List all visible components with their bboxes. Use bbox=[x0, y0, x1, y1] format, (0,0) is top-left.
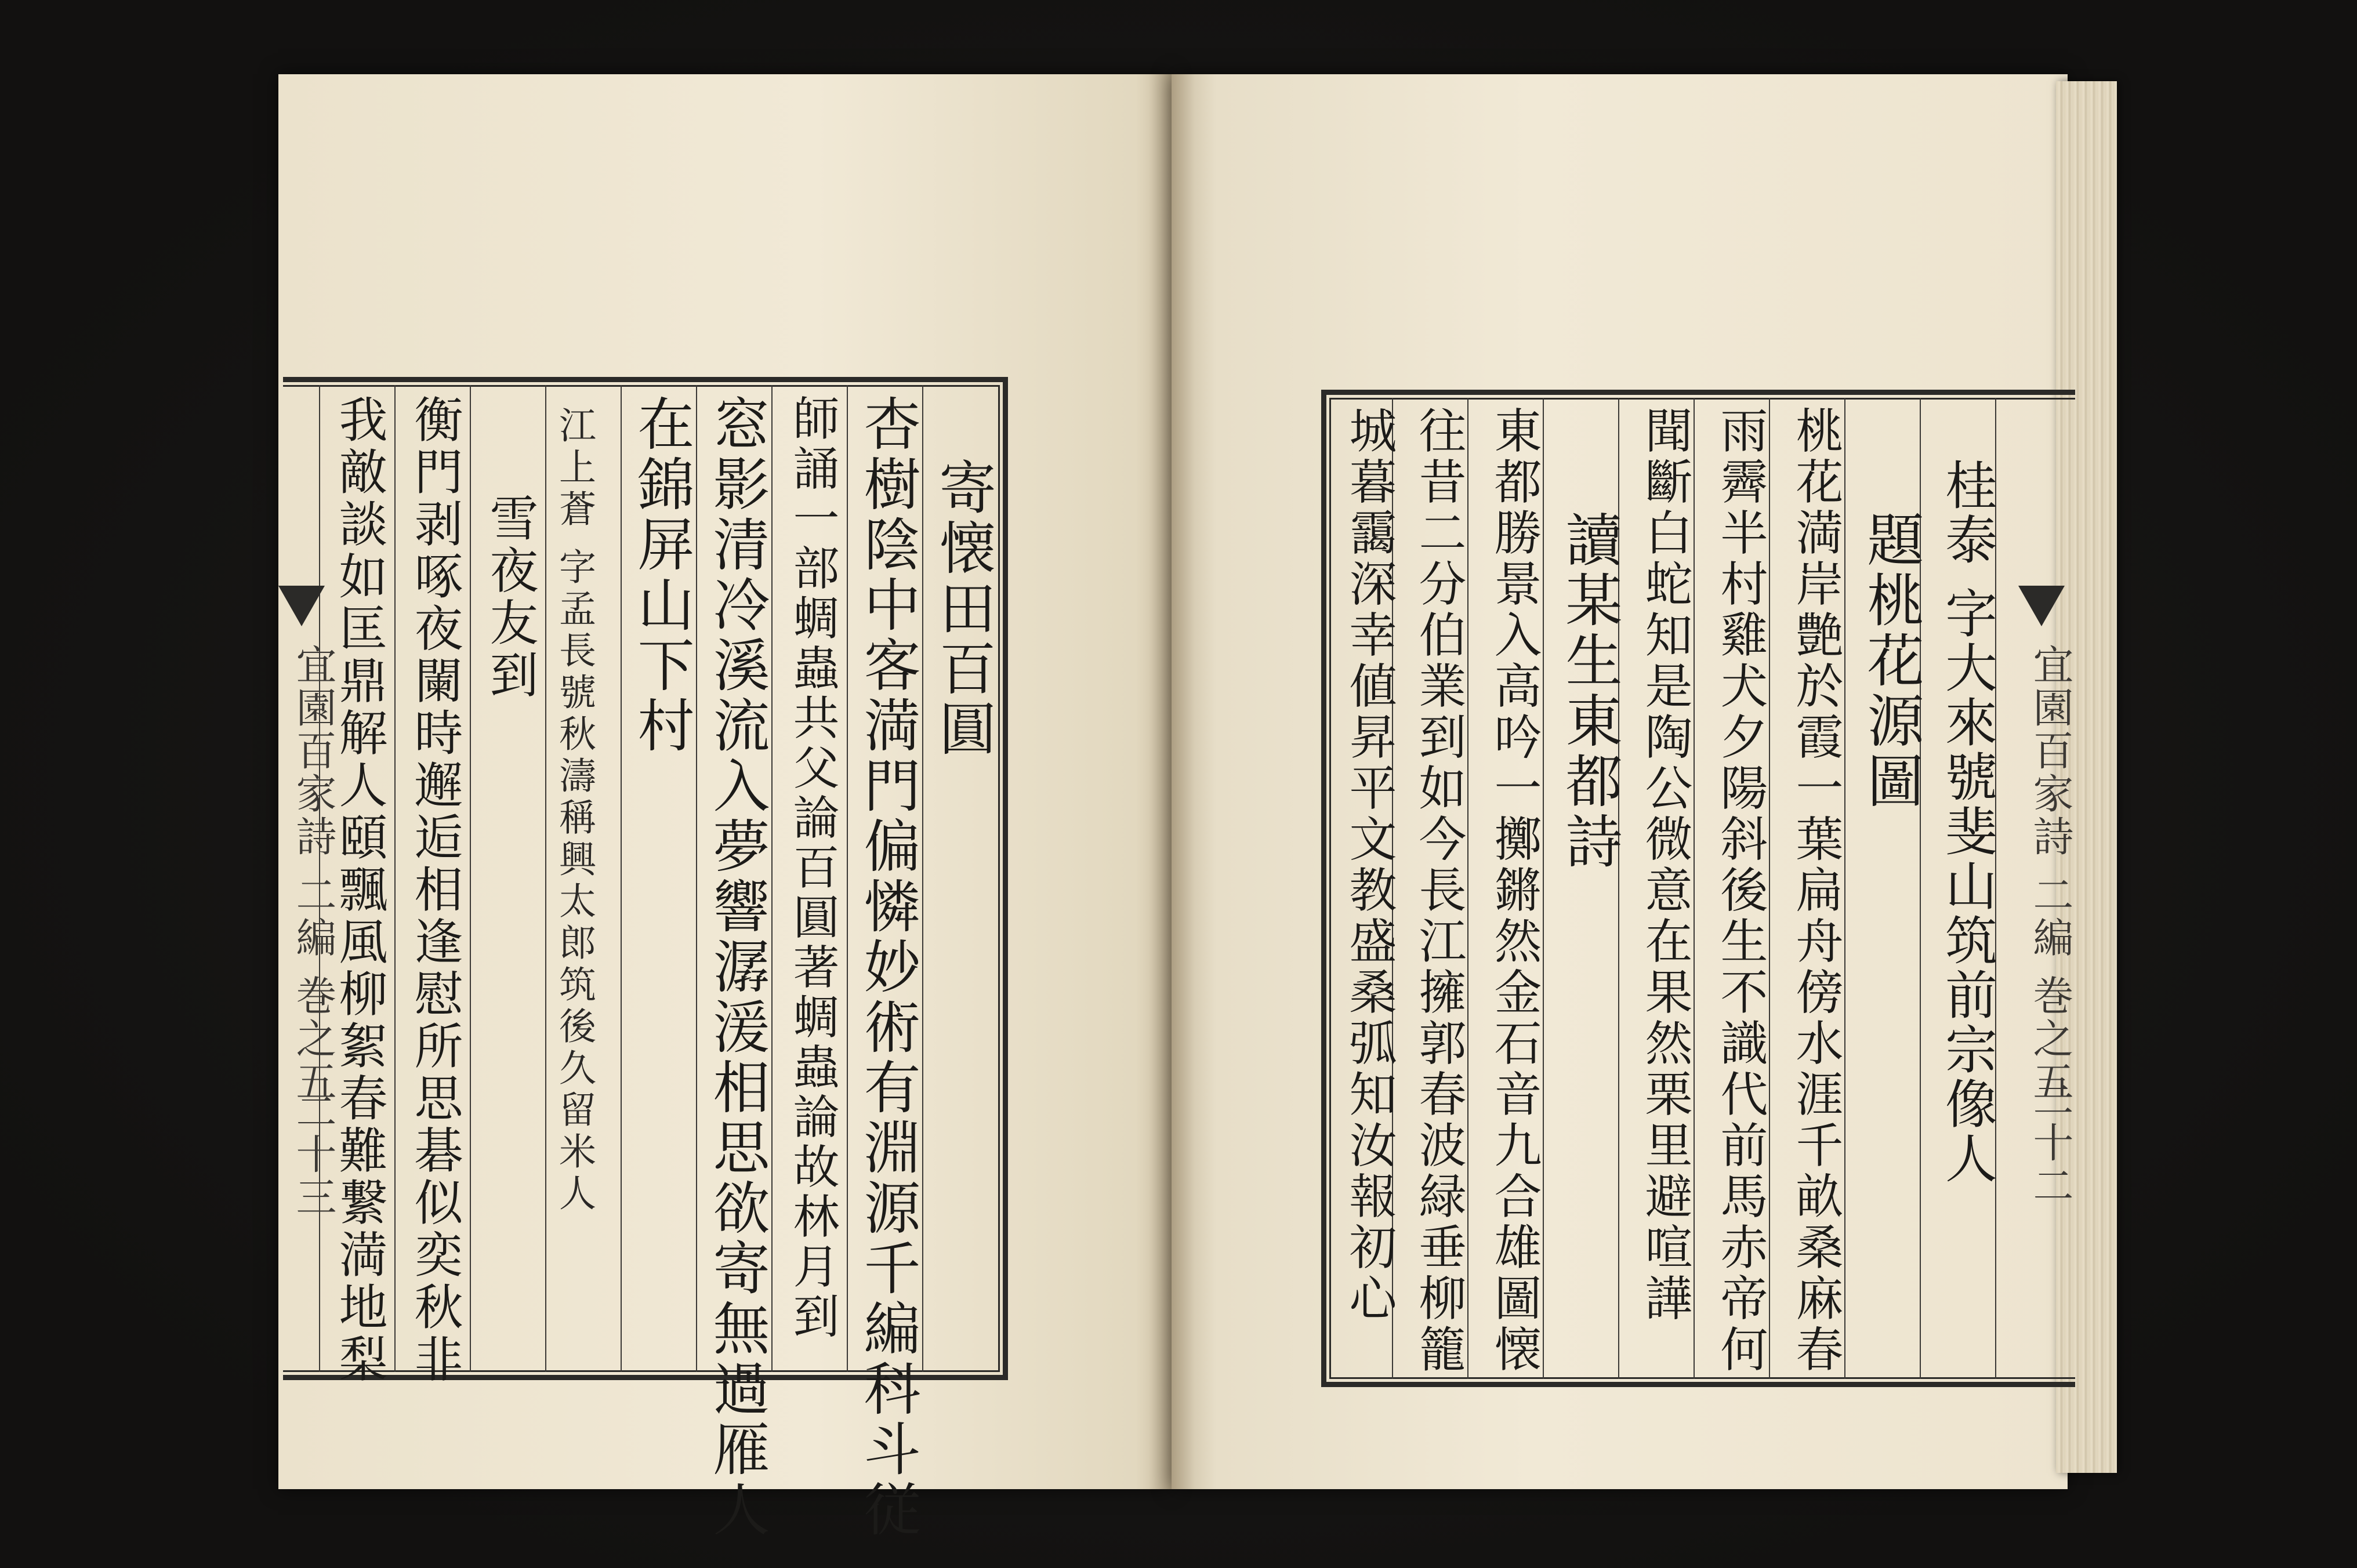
column-rule bbox=[621, 385, 622, 1372]
text-column: 衡門剥啄夜闌時邂逅相逢慰所思碁似奕秋非 bbox=[407, 394, 463, 1386]
text-column: 師誦一部蜩蟲共父論百圓著蜩蟲論故林月到 bbox=[785, 394, 839, 1342]
column-rule bbox=[922, 385, 923, 1372]
margin-title: 宜園百家詩 二編 巻之五 bbox=[289, 644, 337, 1104]
text-column: 桃花満岸艶於霞一葉扁舟傍水涯千畝桑麻春 bbox=[1788, 406, 1843, 1375]
text-column: 窓影清冷溪流入夢響潺湲相思欲寄無過雁人 bbox=[704, 394, 770, 1540]
text-column: 東都勝景入高吟一擲鏘然金石音九合雄圖懐 bbox=[1486, 406, 1542, 1375]
text-column: 在錦屏山下村 bbox=[628, 394, 694, 756]
text-column: 城暮靄深幸値昇平文教盛桑弧知汝報初心 bbox=[1341, 406, 1397, 1324]
text-column: 雨霽半村雞犬夕陽斜後生不識代前馬赤帝何 bbox=[1713, 406, 1768, 1375]
poem-title: 讀某生東都詩 bbox=[1556, 510, 1622, 872]
author-line: 桂泰 字大來號斐山筑前宗像人 bbox=[1936, 458, 1997, 1186]
fish-tail-mark bbox=[2018, 586, 2065, 626]
column-rule bbox=[470, 385, 471, 1372]
poem-title: 寄懐田百圓 bbox=[930, 458, 996, 760]
text-column: 我敵談如匡鼎解人頤飄風柳絮春難繋満地梨 bbox=[331, 394, 388, 1386]
column-rule bbox=[696, 385, 697, 1372]
author-note: 江上蒼 字孟長號秋濤稱興太郎筑後久留米人 bbox=[553, 406, 596, 1216]
poem-title: 題桃花源圖 bbox=[1858, 510, 1924, 812]
fish-tail-mark bbox=[278, 586, 325, 626]
column-rule bbox=[847, 385, 848, 1372]
folio-number: 二十三 bbox=[289, 1090, 337, 1219]
column-rule bbox=[394, 385, 396, 1372]
margin-title: 宜園百家詩 二編 巻之五 bbox=[2026, 644, 2074, 1104]
text-column: 聞斷白蛇知是陶公微意在果然栗里避喧譁 bbox=[1637, 406, 1692, 1324]
column-rule bbox=[545, 385, 546, 1372]
text-column: 往昔二分伯業到如今長江擁郭春波緑垂柳籠 bbox=[1411, 406, 1466, 1375]
column-rule bbox=[771, 385, 773, 1372]
book-gutter bbox=[1148, 74, 1195, 1489]
author-name bbox=[1931, 458, 2001, 1186]
text-column: 杏樹陰中客満門偏憐妙術有淵源千編科斗従 bbox=[854, 394, 920, 1540]
folio-number: 二十二 bbox=[2026, 1079, 2074, 1207]
poem-title: 雪夜友到 bbox=[482, 493, 539, 702]
